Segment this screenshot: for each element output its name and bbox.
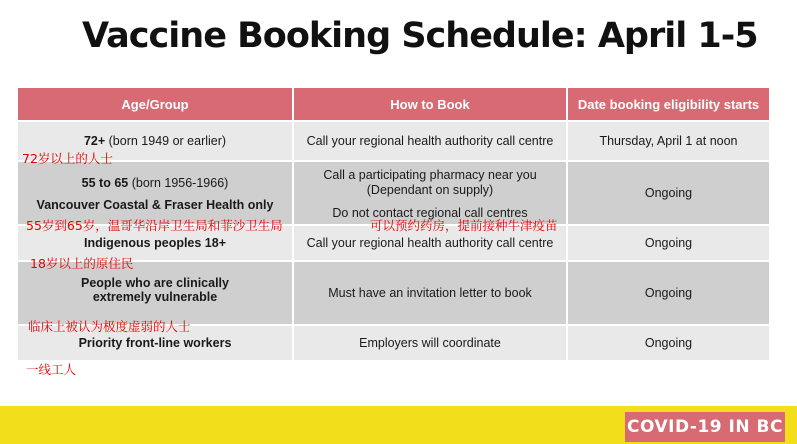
row-frontline-how: Employers will coordinate — [294, 326, 566, 360]
row-indigenous-group: Indigenous peoples 18+ — [18, 226, 292, 260]
group-label: 55 to 65 — [81, 176, 129, 190]
annotation-frontline: 一线工人 — [26, 362, 77, 377]
table-row — [18, 122, 769, 160]
group-birth-years: (born 1949 or earlier) — [108, 134, 227, 148]
row-55-65-group — [18, 162, 292, 224]
table-header-row — [18, 88, 769, 120]
row-vulnerable-how: Must have an invitation letter to book — [294, 262, 566, 324]
row-indigenous-date: Ongoing — [568, 226, 769, 260]
row-frontline-date: Ongoing — [568, 326, 769, 360]
table-row — [18, 162, 769, 224]
group-birth-years: (born 1956-1966) — [131, 176, 229, 190]
row-72-how: Call your regional health authority call centre — [294, 122, 566, 160]
row-55-65-date: Ongoing — [568, 162, 769, 224]
group-label: 72+ — [83, 134, 106, 148]
row-72-date: Thursday, April 1 at noon — [568, 122, 769, 160]
page-title: Vaccine Booking Schedule: April 1-5 — [82, 16, 758, 56]
row-vulnerable-date: Ongoing — [568, 262, 769, 324]
annotation-indigenous: 18岁以上的原住民 — [30, 256, 134, 271]
header-eligibility-date: Date booking eligibility starts — [568, 88, 769, 120]
group-region-note: Vancouver Coastal & Fraser Health only — [36, 198, 274, 212]
how-to-book-note: Do not contact regional call centres — [332, 206, 528, 220]
header-age-group: Age/Group — [18, 88, 292, 120]
annotation-72-plus: 72岁以上的人士 — [22, 151, 113, 166]
row-55-65-how — [294, 162, 566, 224]
row-indigenous-how: Call your regional health authority call centre — [294, 226, 566, 260]
header-how-to-book: How to Book — [294, 88, 566, 120]
row-frontline-group: Priority front-line workers — [18, 326, 292, 360]
annotation-55-65: 55岁到65岁，温哥华沿岸卫生局和菲沙卫生局 — [26, 218, 283, 233]
covid-bc-badge: COVID-19 IN BC — [625, 412, 785, 442]
annotation-pharmacy: 可以预约药房，提前接种牛津疫苗 — [370, 218, 558, 233]
row-vulnerable-group: People who are clinically extremely vulnerable — [18, 262, 292, 324]
how-to-book-text: Call a participating pharmacy near you (Dependant on supply) — [323, 168, 537, 197]
annotation-vulnerable: 临床上被认为极度虚弱的人士 — [28, 319, 191, 334]
